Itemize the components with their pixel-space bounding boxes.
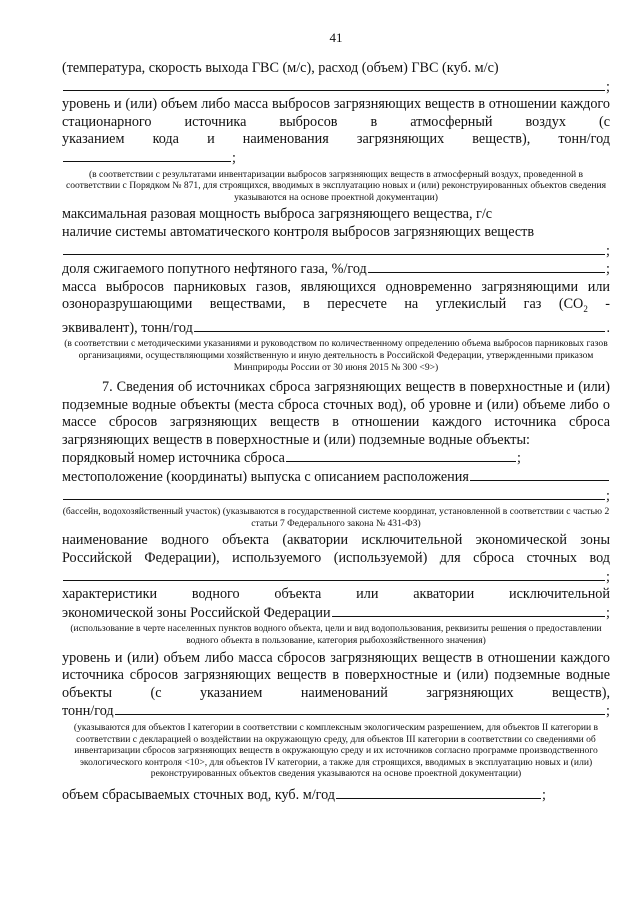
- blank-field: [63, 78, 605, 91]
- blank-field: [115, 702, 605, 715]
- blank-field: [336, 786, 541, 799]
- auto-control-text: наличие системы автоматического контроля выбросов загрязняющих веществ: [62, 223, 535, 240]
- blank-line-auto-control: ;: [62, 242, 610, 261]
- water-name-text: наименование водного объекта (акватории исключительной экономической зоны Российской Федерации), используемого (используемой) для сброса сточных вод: [62, 532, 610, 567]
- blank-field: [194, 319, 606, 332]
- blank-field: [63, 487, 605, 500]
- ghg-text: масса выбросов парниковых газов, являющихся одновременно загрязняющими или озоноразрушающими веществами, в пересчете на углекислый газ ($CO_2$ -: [62, 278, 610, 315]
- blank-line-location: ;: [62, 487, 610, 506]
- discharge-level-text: уровень и (или) объем либо масса сбросов загрязняющих веществ в отношении каждого источника сбросов загрязняющих веществ в поверхностные и (или) подземные водные объекты (с указанием наименований загрязняющих веществ),: [62, 649, 610, 701]
- note-ghg: (в соответствии с методическими указаниями и руководством по количественному определению объема выбросов парниковых газов организациями, осуществляющими хозяйственную и иную деятельность в Российской Федерации, утвержденными приказом Минприроды России от 30 июня 2015 № 300 <9>): [64, 338, 608, 373]
- page-number: 41: [329, 30, 343, 45]
- volume-line: объем сбрасываемых сточных вод, куб. м/год ;: [62, 786, 546, 803]
- blank-field: [63, 149, 231, 162]
- blank-field: [63, 242, 605, 255]
- note-water-use: (использование в черте населенных пунктов водного объекта, цели и вид водопользования, реквизиты решения о предоставлении водного объекта в пользование, категория рыбохозяйственного значения): [70, 623, 602, 647]
- note-inventory: (в соответствии с результатами инвентаризации выбросов загрязняющих веществ в атмосферный воздух, проведенной в соответствии с Порядком № 871, для строящихся, вводимых в эксплуатацию новых и (или) реконструированных объектов сведения указываются на основе проектной документации): [65, 168, 607, 203]
- order-number-line: порядковый номер источника сброса ;: [62, 450, 521, 467]
- location-line: местоположение (координаты) выпуска с описанием расположения: [62, 468, 610, 487]
- blank-field: [286, 449, 516, 462]
- blank-line-water-name: ;: [62, 568, 610, 587]
- blank-field: [470, 468, 609, 481]
- blank-line-emissions: ;: [62, 149, 610, 168]
- emissions-level-text-cont: указанием кода и наименования загрязняющих веществ), тонн/год: [62, 131, 610, 148]
- max-power-text: максимальная разовая мощность выброса загрязняющего вещества, г/с: [62, 206, 493, 223]
- blank-field: [368, 260, 605, 273]
- characteristics-text: характеристики водного объекта или акватории исключительной: [62, 586, 610, 603]
- note-categories: (указываются для объектов I категории в соответствии с комплексным экологическим разрешением, для объектов II категории в соответствии с декларацией о воздействии на окружающую среду, для объектов III категории в соответствии со сведениями об инвентаризации сбросов загрязняющих веществ в окружающую среду и их источников согласно программе производственного экологического контроля <10>, для объектов IV категории, а также для строящихся, вводимых в эксплуатацию новых и (или) реконструированных объектов сведения указываются на основе проектной документации): [73, 721, 599, 780]
- blank-field: [332, 604, 605, 617]
- gas-share-line: доля сжигаемого попутного нефтяного газа, %/год ;: [62, 261, 610, 278]
- characteristics-line: экономической зоны Российской Федерации ;: [62, 604, 610, 621]
- gvs-line: (температура, скорость выхода ГВС (м/с), расход (объем) ГВС (куб. м/с): [62, 60, 499, 76]
- ghg-line: эквивалент), тонн/год .: [62, 319, 610, 336]
- blank-line-gvs: ;: [62, 78, 610, 97]
- discharge-level-line: тонн/год ;: [62, 703, 610, 720]
- emissions-level-text: уровень и (или) объем либо масса выбросов загрязняющих веществ в отношении каждого стационарного источника выбросов в атмосферный воздух (с: [62, 96, 610, 130]
- document-page: [62, 30, 610, 805]
- blank-field: [63, 568, 605, 581]
- note-coordinates: (бассейн, водохозяйственный участок) (указываются в государственной системе координат, установленной в соответствии с частью 2 статьи 7 Федерального закона № 431-ФЗ): [62, 506, 610, 529]
- section-7-heading: 7. Сведения об источниках сброса загрязняющих веществ в поверхностные и (или) подземные водные объекты (места сброса сточных вод), об уровне и (или) объеме либо о массе сбросов загрязняющих веществ в отношении каждого источника сброса загрязняющих веществ в поверхностные и (или) подземные водные объекты:: [62, 379, 610, 448]
